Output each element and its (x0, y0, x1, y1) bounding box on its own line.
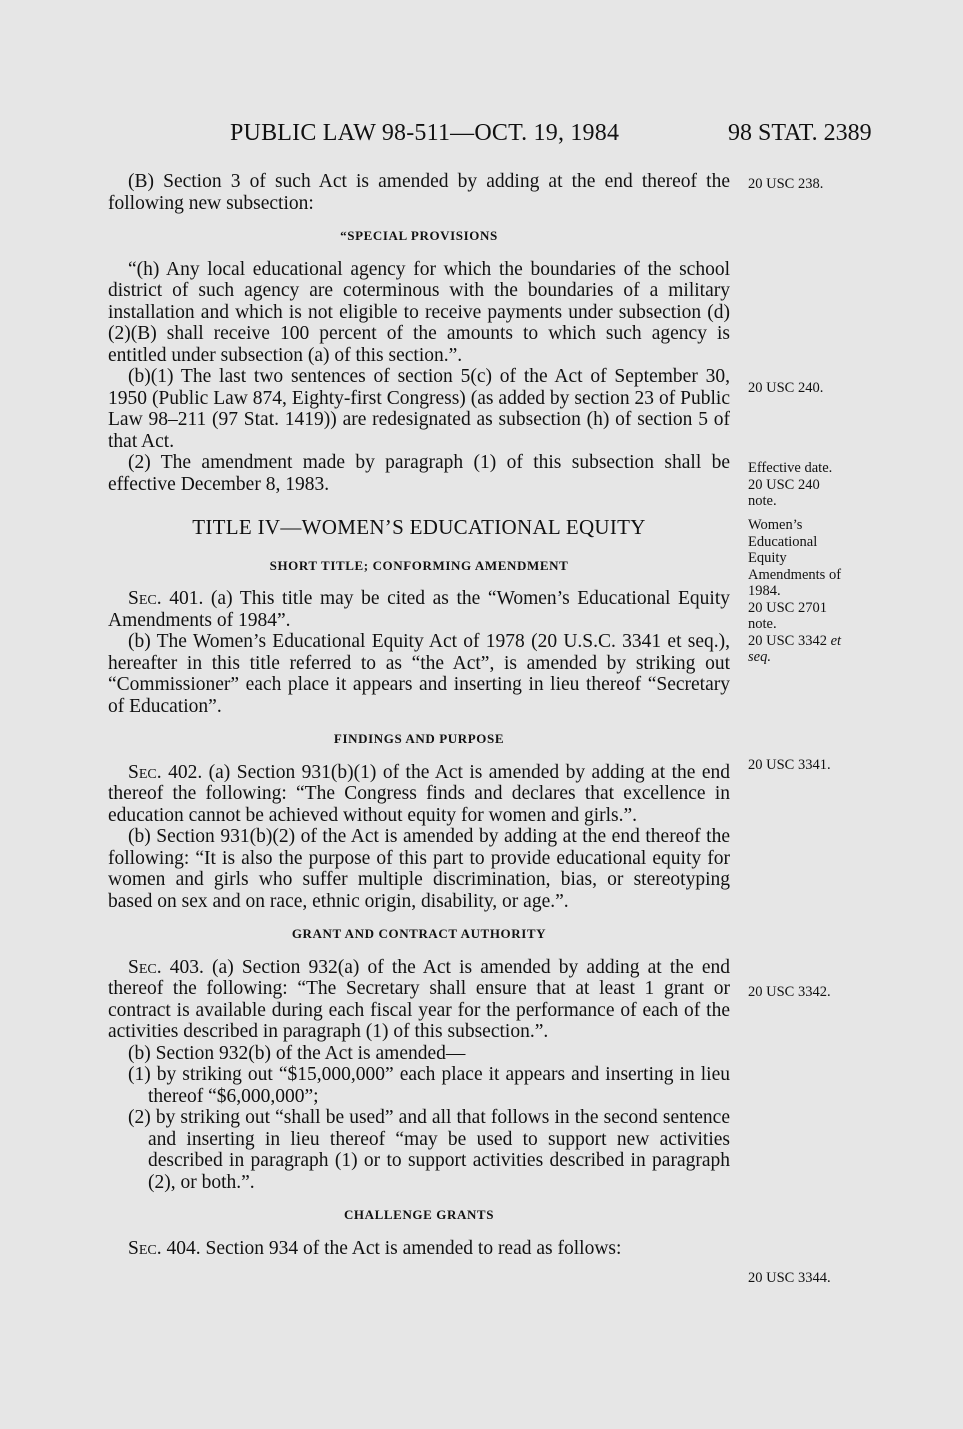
margin-note-text: Amendments of (748, 566, 842, 583)
margin-note (748, 517, 858, 666)
margin-note-text: 20 USC 2701 (748, 599, 827, 616)
section-heading: “SPECIAL PROVISIONS (340, 228, 498, 243)
margin-note-text: 20 USC 3342 (748, 632, 827, 649)
margin-note (748, 176, 858, 193)
margin-note-text (748, 633, 858, 650)
sec-label: Sec. (128, 761, 162, 783)
paragraph: (b) Section 931(b)(2) of the Act is amended by adding at the end thereof the following: “It is also the purpose of this part to provide educational equity for women and girls who suffer multiple discrimination, bias, or stereotyping based on sex and on race, ethnic origin, disability, or age.”. (108, 826, 730, 912)
paragraph: (2) by striking out “shall be used” and all that follows in the second sentence and inserting in lieu thereof “may be used to support new activities described in paragraph (1) or to support activities described in paragraph (2), or both.”. (128, 1107, 730, 1193)
running-header-title: PUBLIC LAW 98-511—OCT. 19, 1984 (230, 120, 620, 146)
title-heading: TITLE IV—WOMEN’S EDUCATIONAL EQUITY (192, 515, 646, 539)
margin-note-text: 20 USC 3341. (748, 757, 831, 773)
margin-note (748, 380, 858, 397)
margin-note-text: Equity (748, 550, 787, 566)
paragraph: (b)(1) The last two sentences of section 5(c) of the Act of September 30, 1950 (Public Law 874, Eighty-first Congress) (as added by section 23 of Public Law 98–211 (97 Stat. 1419)) are redesignated as subsection (h) of section 5 of that Act. (108, 366, 730, 452)
paragraph-text: 404. Section 934 of the Act is amended to read as follows: (161, 1237, 622, 1259)
section-heading: GRANT AND CONTRACT AUTHORITY (291, 926, 547, 941)
section-heading: CHALLENGE GRANTS (343, 1207, 495, 1222)
margin-note-text: 20 USC 238. (748, 176, 824, 192)
paragraph: “(h) Any local educational agency for which the boundaries of the school district of such agency are coterminous with the boundaries of a military installation and which is not eligible to receive payments under subsection (d)(2)(B) shall receive 100 percent of the amounts to which such agency is entitled under subsection (a) of this section.”. (108, 258, 730, 366)
paragraph-text: 401. (a) This title may be cited as the “Women’s Educational Equity Amendments of 1984”. (108, 588, 730, 631)
sec-label: Sec. (128, 1237, 162, 1259)
margin-note-text: 20 USC 240 (748, 476, 820, 493)
margin-note (748, 1270, 858, 1287)
paragraph: (b) The Women’s Educational Equity Act of 1978 (20 U.S.C. 3341 et seq.), hereafter in this title referred to as “the Act”, is amended by striking out “Commissioner” each place it appears and inserting in lieu thereof “Secretary of Education”. (108, 631, 730, 717)
margin-note-text: Educational (748, 533, 818, 550)
sec-label: Sec. (128, 588, 162, 609)
body-text (108, 171, 730, 1259)
page-number-stat: 98 STAT. 2389 (728, 120, 872, 146)
section-heading: FINDINGS AND PURPOSE (333, 731, 505, 746)
sec-label: Sec. (128, 956, 162, 978)
paragraph (108, 1238, 730, 1260)
paragraph (108, 588, 730, 631)
margin-note-text: note. (748, 616, 777, 632)
margin-note-text: Effective date. (748, 460, 833, 476)
margin-note-text: 1984. (748, 583, 781, 599)
margin-note (748, 757, 858, 774)
margin-note (748, 460, 858, 510)
paragraph-text: 403. (a) Section 932(a) of the Act is amended by adding at the end thereof the following: “The Secretary shall ensure that at least 1 grant or contract is available during each fiscal year for the performance of each of the activities described in paragraph (1) of this subsection.”. (108, 956, 730, 1042)
margin-note-text: note. (748, 493, 777, 509)
margin-note-text: seq. (748, 649, 771, 665)
margin-note-text: 20 USC 3342. (748, 984, 831, 1000)
paragraph: (2) The amendment made by paragraph (1) of this subsection shall be effective December 8, 1983. (108, 452, 730, 495)
paragraph: (b) Section 932(b) of the Act is amended— (128, 1042, 466, 1064)
paragraph (108, 957, 730, 1043)
paragraph: (B) Section 3 of such Act is amended by adding at the end thereof the following new subsection: (108, 171, 730, 214)
margin-note (748, 984, 858, 1001)
margin-note-text: 20 USC 240. (748, 380, 824, 396)
paragraph: (1) by striking out “$15,000,000” each place it appears and inserting in lieu thereof “$6,000,000”; (128, 1064, 730, 1107)
margin-note-text: 20 USC 3344. (748, 1270, 831, 1286)
margin-note-text: et (830, 632, 842, 649)
paragraph (108, 762, 730, 827)
paragraph-text: 402. (a) Section 931(b)(1) of the Act is amended by adding at the end thereof the following: “The Congress finds and declares that excellence in education cannot be achieved without equity for women and girls.”. (108, 761, 730, 826)
section-heading: SHORT TITLE; CONFORMING AMENDMENT (269, 557, 569, 573)
margin-note-text: Women’s (748, 517, 803, 533)
